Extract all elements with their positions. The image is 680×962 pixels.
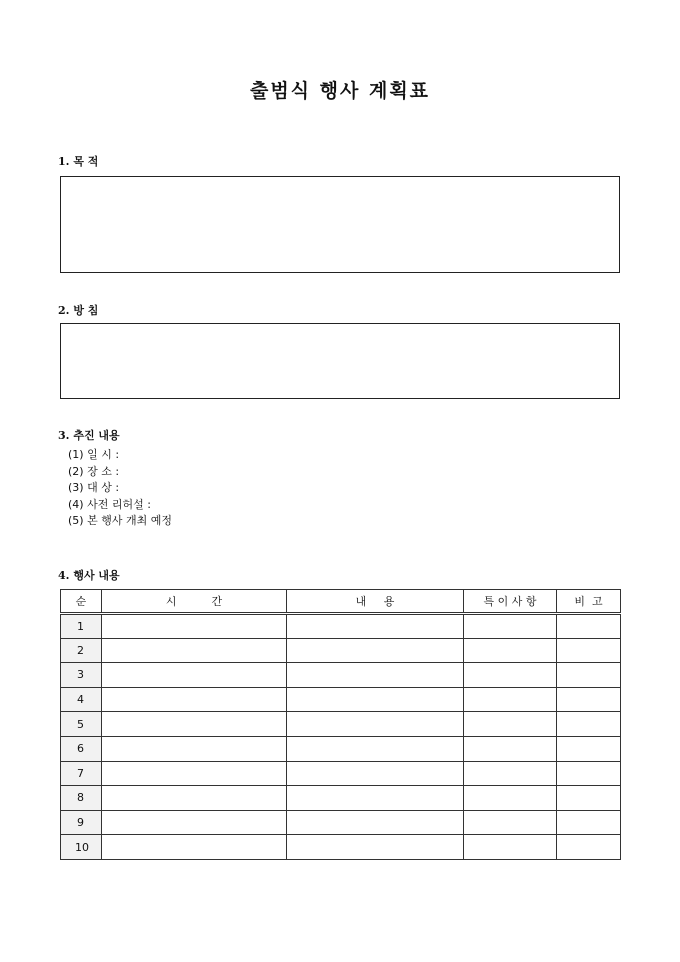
remarks-cell[interactable] [557,810,621,835]
notes-cell[interactable] [464,835,557,860]
content-cell[interactable] [287,835,464,860]
remarks-cell[interactable] [557,786,621,811]
time-cell[interactable] [102,687,287,712]
detail-item-place: (2) 장 소 : [68,464,120,478]
document-title: 출범식 행사 계획표 [249,80,431,102]
row-number: 3 [61,663,102,688]
remarks-cell[interactable] [557,663,621,688]
column-header-content: 내 용 [287,590,464,614]
time-cell[interactable] [102,761,287,786]
purpose-heading: 1. 목 적 [58,155,99,168]
row-number: 6 [61,736,102,761]
remarks-cell[interactable] [557,736,621,761]
table-row [61,712,621,737]
details-list [68,447,172,530]
notes-cell[interactable] [464,810,557,835]
table-row [61,687,621,712]
table-row [61,761,621,786]
time-cell[interactable] [102,810,287,835]
remarks-cell[interactable] [557,687,621,712]
purpose-text-box[interactable] [60,176,620,273]
column-header-notes: 특 이 사 항 [464,590,557,614]
column-header-remarks: 비 고 [557,590,621,614]
detail-item-target: (3) 대 상 : [68,481,120,494]
table-row [61,810,621,835]
time-cell[interactable] [102,736,287,761]
row-number: 5 [61,712,102,737]
detail-item-date: (1) 일 시 : [68,448,120,461]
remarks-cell[interactable] [557,835,621,860]
policy-heading: 2. 방 침 [58,304,99,317]
table-row [61,835,621,860]
row-number: 1 [61,614,102,639]
notes-cell[interactable] [464,638,557,663]
detail-item-rehearsal: (4) 사전 리허설 : [68,497,151,511]
remarks-cell[interactable] [557,614,621,639]
row-number: 10 [61,835,102,860]
notes-cell[interactable] [464,614,557,639]
remarks-cell[interactable] [557,761,621,786]
time-cell[interactable] [102,614,287,639]
content-cell[interactable] [287,736,464,761]
row-number: 8 [61,786,102,811]
content-cell[interactable] [287,687,464,712]
table-row [61,786,621,811]
remarks-cell[interactable] [557,638,621,663]
notes-cell[interactable] [464,663,557,688]
notes-cell[interactable] [464,786,557,811]
content-cell[interactable] [287,810,464,835]
time-cell[interactable] [102,638,287,663]
table-row [61,638,621,663]
table-row [61,614,621,639]
table-row [61,663,621,688]
row-number: 4 [61,687,102,712]
policy-text-box[interactable] [60,323,620,399]
notes-cell[interactable] [464,712,557,737]
schedule-header-row [61,590,621,614]
content-cell[interactable] [287,614,464,639]
notes-cell[interactable] [464,761,557,786]
time-cell[interactable] [102,712,287,737]
row-number: 7 [61,761,102,786]
content-cell[interactable] [287,712,464,737]
row-number: 9 [61,810,102,835]
time-cell[interactable] [102,835,287,860]
time-cell[interactable] [102,786,287,811]
remarks-cell[interactable] [557,712,621,737]
row-number: 2 [61,638,102,663]
notes-cell[interactable] [464,687,557,712]
column-header-time: 시 간 [102,590,287,614]
notes-cell[interactable] [464,736,557,761]
content-cell[interactable] [287,786,464,811]
column-header-order: 순 [61,590,102,614]
schedule-table [60,589,621,860]
content-cell[interactable] [287,761,464,786]
detail-item-main-event: (5) 본 행사 개최 예정 [68,514,172,527]
time-cell[interactable] [102,663,287,688]
table-row [61,736,621,761]
content-cell[interactable] [287,638,464,663]
content-cell[interactable] [287,663,464,688]
details-heading: 3. 추진 내용 [58,429,120,442]
schedule-heading: 4. 행사 내용 [58,569,120,582]
